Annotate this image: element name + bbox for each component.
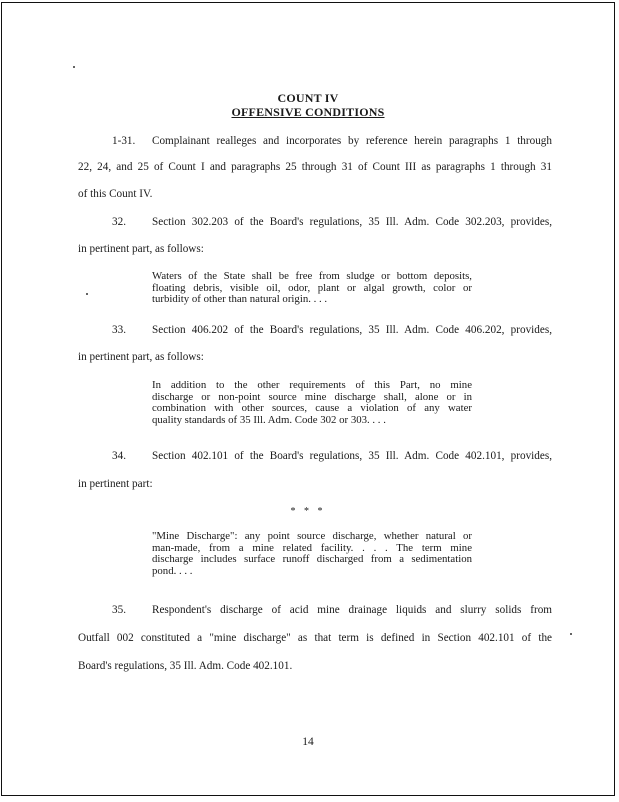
- quote-line: floating debris, visible oil, odor, plant or algal growth, color or: [152, 281, 472, 294]
- omission-asterisks: * * *: [290, 506, 326, 517]
- paragraph-1-31: [112, 135, 552, 147]
- paragraph-text-line: Complainant realleges and incorporates by reference herein paragraphs 1 through: [152, 135, 552, 147]
- block-quote-402-101: [152, 531, 472, 577]
- paragraph-number: 1-31.: [112, 135, 136, 147]
- block-quote-302-203: [152, 271, 472, 306]
- quote-line: turbidity of other than natural origin. . . .: [152, 293, 328, 306]
- paragraph-text-line: Section 406.202 of the Board's regulations, 35 Ill. Adm. Code 406.202, provides,: [152, 324, 552, 336]
- quote-line: "Mine Discharge": any point source discharge, whether natural or: [152, 530, 472, 542]
- paragraph-text-line: in pertinent part, as follows:: [78, 243, 204, 255]
- paragraph-number: 35.: [112, 604, 126, 616]
- block-quote-406-202: [152, 380, 472, 426]
- paragraph-number: 34.: [112, 450, 126, 462]
- paragraph-text-line: in pertinent part, as follows:: [78, 351, 204, 363]
- quote-line: quality standards of 35 Ill. Adm. Code 302 or 303. . . .: [152, 413, 386, 426]
- paragraph-text-line: of this Count IV.: [78, 188, 153, 200]
- paragraph-text-line: Section 402.101 of the Board's regulations, 35 Ill. Adm. Code 402.101, provides,: [152, 450, 552, 462]
- paragraph-33: [112, 324, 552, 336]
- paragraph-text-line: 22, 24, and 25 of Count I and paragraphs 25 through 31 of Count III as paragraphs 1 through 31: [78, 161, 552, 173]
- quote-line: combination with other sources, cause a violation of any water: [152, 402, 472, 415]
- page-number: 14: [302, 736, 314, 748]
- quote-line: man-made, from a mine related facility. . . . The term mine: [152, 541, 472, 554]
- paragraph-text-line: Board's regulations, 35 Ill. Adm. Code 402.101.: [78, 660, 293, 672]
- section-title: OFFENSIVE CONDITIONS: [231, 105, 385, 119]
- paragraph-32: [112, 216, 552, 228]
- paragraph-number: 33.: [112, 324, 126, 336]
- scan-speck: [570, 633, 572, 635]
- quote-line: pond. . . .: [152, 564, 193, 577]
- quote-line: discharge or non-point source mine discharge shall, alone or in: [152, 390, 472, 403]
- count-title: COUNT IV: [277, 91, 339, 105]
- paragraph-text-line: in pertinent part:: [78, 478, 153, 490]
- paragraph-text-line: Section 302.203 of the Board's regulations, 35 Ill. Adm. Code 302.203, provides,: [152, 216, 552, 228]
- paragraph-text-line: Respondent's discharge of acid mine drainage liquids and slurry solids from: [152, 604, 552, 616]
- document-page: [1, 2, 615, 796]
- quote-line: In addition to the other requirements of this Part, no mine: [152, 379, 472, 391]
- paragraph-number: 32.: [112, 216, 126, 228]
- paragraph-text-line: Outfall 002 constituted a "mine discharge" as that term is defined in Section 402.101 of the: [78, 632, 552, 644]
- scan-speck: [86, 293, 88, 295]
- quote-line: Waters of the State shall be free from sludge or bottom deposits,: [152, 270, 472, 282]
- quote-line: discharge includes surface runoff discharged from a sedimentation: [152, 553, 472, 566]
- scan-speck: [73, 66, 75, 68]
- paragraph-34: [112, 450, 552, 462]
- paragraph-35: [112, 604, 552, 616]
